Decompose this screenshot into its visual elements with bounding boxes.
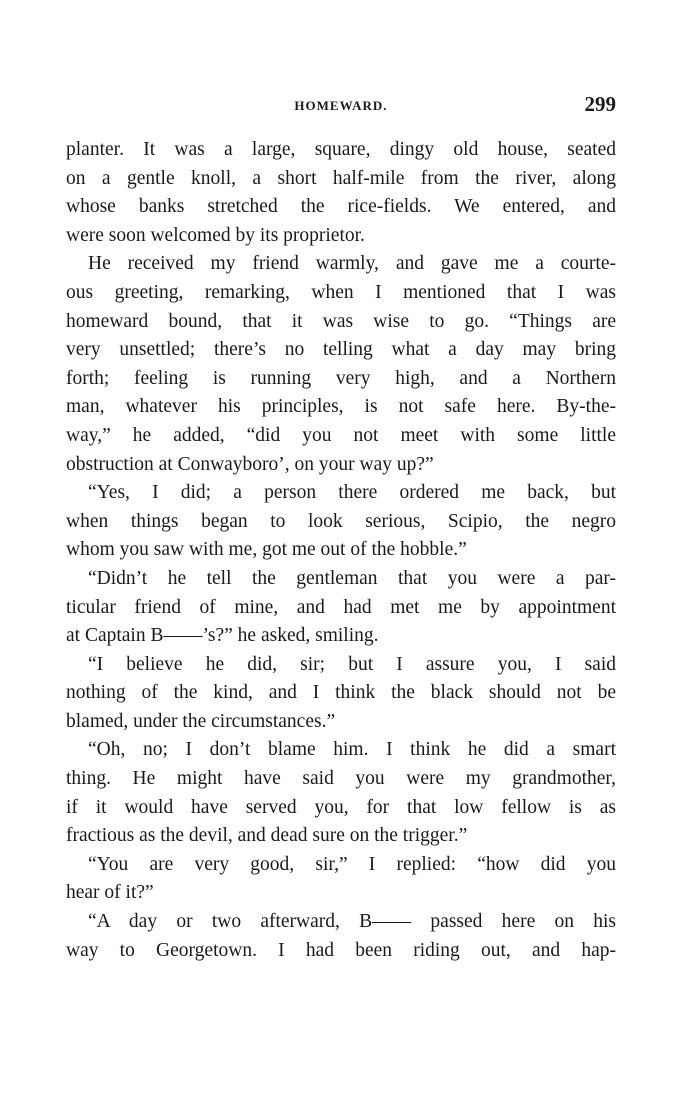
text-line: if it would have served you, for that low fellow is as: [66, 796, 616, 818]
text-line: when things began to look serious, Scipio, the negro: [66, 510, 616, 532]
text-line: whom you saw with me, got me out of the hobble.”: [66, 539, 467, 561]
body-text: [66, 136, 616, 965]
text-line: way,” he added, “did you not meet with some little: [66, 424, 616, 446]
text-line: “You are very good, sir,” I replied: “how did you: [88, 853, 616, 875]
text-line: He received my friend warmly, and gave me a courte-: [88, 253, 616, 275]
text-line: “Didn’t he tell the gentleman that you were a par-: [88, 567, 616, 589]
text-line: blamed, under the circumstances.”: [66, 710, 336, 732]
text-line: “A day or two afterward, B—— passed here on his: [88, 911, 616, 933]
text-line: on a gentle knoll, a short half-mile from the river, along: [66, 167, 616, 189]
text-line: fractious as the devil, and dead sure on the trigger.”: [66, 825, 468, 847]
text-line: very unsettled; there’s no telling what a day may bring: [66, 339, 616, 361]
running-head: [66, 92, 616, 122]
text-line: homeward bound, that it was wise to go. “Things are: [66, 310, 616, 332]
text-line: obstruction at Conwayboro’, on your way up?”: [66, 453, 434, 475]
text-line: at Captain B——’s?” he asked, smiling.: [66, 625, 379, 647]
text-line: whose banks stretched the rice-fields. We entered, and: [66, 196, 616, 218]
text-line: “I believe he did, sir; but I assure you, I said: [88, 653, 616, 675]
text-line: forth; feeling is running very high, and a Northern: [66, 367, 616, 389]
text-line: ticular friend of mine, and had met me by appointment: [66, 596, 616, 618]
text-line: nothing of the kind, and I think the black should not be: [66, 682, 616, 704]
page-number: 299: [584, 92, 616, 116]
text-line: hear of it?”: [66, 882, 154, 904]
text-line: “Oh, no; I don’t blame him. I think he did a smart: [88, 739, 616, 761]
text-line: thing. He might have said you were my grandmother,: [66, 768, 616, 790]
text-line: man, whatever his principles, is not safe here. By-the-: [66, 396, 616, 418]
text-line: ous greeting, remarking, when I mentioned that I was: [66, 281, 616, 303]
text-line: planter. It was a large, square, dingy old house, seated: [66, 139, 616, 160]
running-title: HOMEWARD.: [294, 98, 388, 113]
text-line: were soon welcomed by its proprietor.: [66, 224, 365, 246]
text-line: “Yes, I did; a person there ordered me back, but: [88, 482, 616, 504]
text-line: way to Georgetown. I had been riding out, and hap-: [66, 939, 616, 961]
